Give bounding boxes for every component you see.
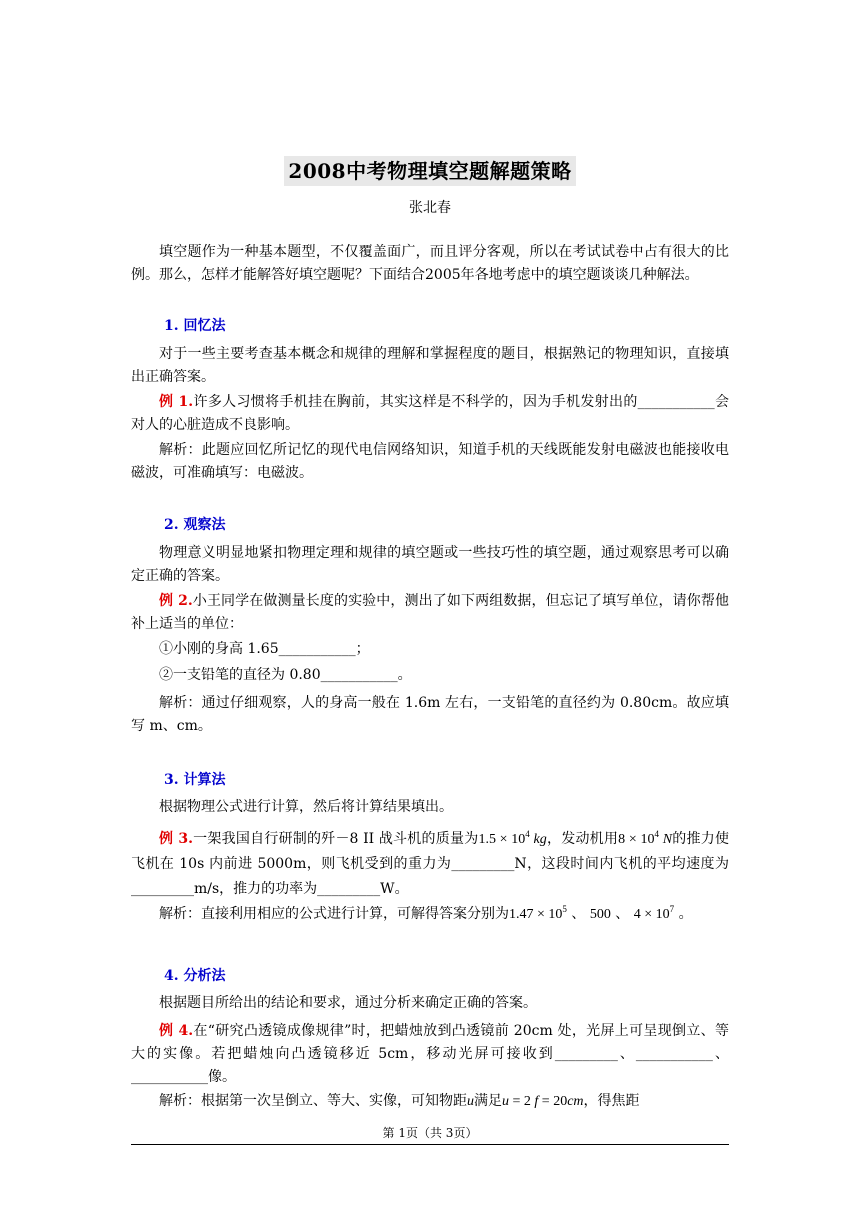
document-title: 2008中考物理填空题解题策略: [284, 156, 575, 186]
example-2: [131, 590, 729, 636]
mass-base: 1.5 × 10: [478, 832, 526, 847]
eq-unit: cm: [567, 1094, 584, 1109]
example-text: 许多人习惯将手机挂在胸前，其实这样是不科学的，因为手机发射出的___________会对人的心脏造成不良影响。: [131, 394, 729, 433]
example-text: 小王同学在做测量长度的实验中，测出了如下两组数据，但忘记了填写单位，请你帮他补上适当的单位：: [131, 593, 729, 632]
eq-lhs: u: [502, 1094, 509, 1109]
answer-1: [509, 904, 567, 922]
force-formula: [618, 829, 673, 847]
analysis-text: ，得焦距: [583, 1093, 640, 1109]
example-text: 一架我国自行研制的歼－8 II 战斗机的质量为: [192, 831, 479, 847]
example-1: [131, 391, 729, 437]
analysis-end: 。: [674, 906, 693, 922]
mass-unit: kg: [533, 832, 547, 847]
mass-exponent: 4: [525, 829, 530, 839]
footer-divider: [131, 1144, 729, 1145]
section-heading-calculate: 3. 计算法: [164, 772, 226, 788]
answer-1-exponent: 5: [562, 904, 567, 914]
answer-3-base: 4 × 10: [633, 907, 670, 922]
section-heading-analyze: 4. 分析法: [164, 968, 226, 984]
analysis-text: 解析：根据第一次呈倒立、等大、实像，可知物距: [159, 1093, 467, 1109]
eq-f: f: [534, 1094, 539, 1109]
separator: 、: [566, 906, 590, 922]
title-block: [131, 156, 729, 186]
example-3: [131, 827, 729, 902]
example-label: 例 4.: [159, 1023, 194, 1039]
eq-rhs: = 20: [538, 1094, 568, 1109]
answer-3-exponent: 7: [669, 904, 675, 914]
example-label: 例 3.: [159, 831, 193, 847]
separator: 、: [610, 906, 634, 922]
analysis-3: [131, 903, 729, 926]
example-2-item-1: ①小刚的身高 1.65___________；: [159, 641, 370, 657]
example-text: 的推力使飞机在 10s 内前进 5000m，则飞机受到的重力为_________N，这段时间内飞机的平均速度为_________m/s，推力的功率为_________W。: [131, 831, 729, 897]
section-desc-calculate: 根据物理公式进行计算，然后将计算结果填出。: [159, 799, 453, 815]
eq-mid: = 2: [509, 1094, 535, 1109]
example-text: 在“研究凸透镜成像规律”时，把蜡烛放到凸透镜前 20cm 处，光屏上可呈现倒立、等大的实像。若把蜡烛向凸透镜移近 5cm，移动光屏可接收到_________、___________、___________像。: [131, 1023, 729, 1085]
example-4: [131, 1020, 729, 1089]
answer-2: 500: [589, 907, 611, 922]
section-heading-recall: 1. 回忆法: [164, 318, 226, 334]
var-u: u: [467, 1094, 474, 1109]
author: 张北春: [409, 200, 451, 216]
answer-1-base: 1.47 × 10: [509, 907, 563, 922]
answer-3: [633, 904, 675, 922]
analysis-text: 解析：直接利用相应的公式进行计算，可解得答案分别为: [159, 906, 509, 922]
mass-formula: [478, 829, 547, 847]
section-heading-observe: 2. 观察法: [164, 517, 226, 533]
analysis-text: 满足: [474, 1093, 502, 1109]
example-2-item-2: ②一支铅笔的直径为 0.80___________。: [159, 667, 412, 683]
section-desc-observe: 物理意义明显地紧扣物理定理和规律的填空题或一些技巧性的填空题，通过观察思考可以确定正确的答案。: [131, 545, 729, 584]
analysis-1: 解析：此题应回忆所记忆的现代电信网络知识，知道手机的天线既能发射电磁波也能接收电磁波，可准确填写：电磁波。: [131, 442, 729, 481]
page-footer: 第 1页（共 3页）: [382, 1126, 478, 1140]
focal-equation: [502, 1094, 584, 1109]
intro-paragraph: 填空题作为一种基本题型，不仅覆盖面广，而且评分客观，所以在考试试卷中占有很大的比例。那么，怎样才能解答好填空题呢？下面结合2005年各地考虑中的填空题谈谈几种解法。: [131, 244, 729, 283]
analysis-4: [131, 1090, 729, 1113]
analysis-2: 解析：通过仔细观察，人的身高一般在 1.6m 左右，一支铅笔的直径约为 0.80cm。故应填写 m、cm。: [131, 695, 729, 734]
document-page: [131, 0, 729, 1216]
example-label: 例 1.: [159, 394, 194, 410]
force-base: 8 × 10: [618, 832, 655, 847]
force-unit: N: [662, 832, 673, 847]
section-desc-recall: 对于一些主要考查基本概念和规律的理解和掌握程度的题目，根据熟记的物理知识，直接填出正确答案。: [131, 346, 729, 385]
example-label: 例 2.: [159, 593, 193, 609]
section-desc-analyze: 根据题目所给出的结论和要求，通过分析来确定正确的答案。: [159, 995, 537, 1011]
force-exponent: 4: [654, 829, 659, 839]
example-text: ，发动机用: [546, 831, 619, 847]
